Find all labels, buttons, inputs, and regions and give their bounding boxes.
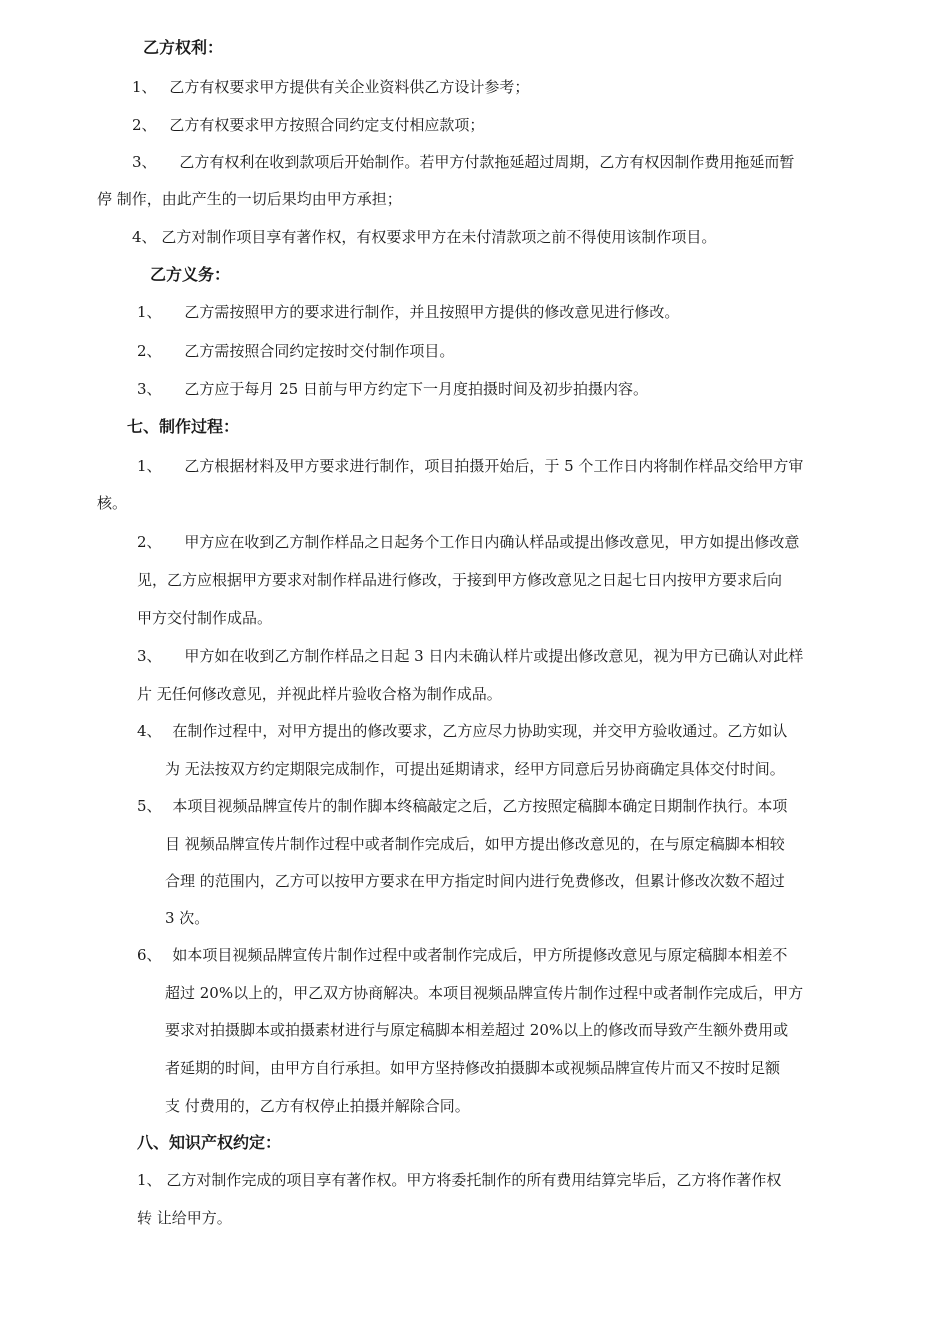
- duties-item-3: [137, 378, 648, 400]
- process-item-6: [137, 944, 787, 966]
- heading-party-b-rights: 乙方权利：: [143, 38, 224, 57]
- item-number: 6、: [137, 946, 162, 964]
- item-text: 甲方如在收到乙方制作样品之日起 3 日内未确认样片或提出修改意见，视为甲方已确认对此样: [184, 647, 804, 665]
- rights-item-3-continued: 停 制作，由此产生的一切后果均由甲方承担；: [97, 190, 402, 208]
- process-item-5-line-2: 目 视频品牌宣传片制作过程中或者制作完成后，如甲方提出修改意见的，在与原定稿脚本相较: [165, 835, 785, 853]
- item-number: 5、: [137, 797, 162, 815]
- heading-party-b-duties: 乙方义务：: [150, 265, 231, 284]
- process-item-4-line-2: 为 无法按双方约定期限完成制作，可提出延期请求，经甲方同意后另协商确定具体交付时间。: [165, 760, 785, 778]
- process-item-2-line-2: 见，乙方应根据甲方要求对制作样品进行修改，于接到甲方修改意见之日起七日内按甲方要求后向: [137, 571, 783, 589]
- process-item-1-line-2: 核。: [97, 494, 128, 512]
- process-item-6-line-4: 者延期的时间，由甲方自行承担。如甲方坚持修改拍摄脚本或视频品牌宣传片而又不按时足额: [165, 1059, 781, 1077]
- item-text: 乙方对制作项目享有著作权，有权要求甲方在未付清款项之前不得使用该制作项目。: [161, 228, 717, 246]
- item-number: 1、: [137, 1171, 162, 1189]
- item-text: 乙方对制作完成的项目享有著作权。甲方将委托制作的所有费用结算完毕后，乙方将作著作权: [166, 1171, 782, 1189]
- process-item-1: [137, 455, 803, 477]
- heading-section-7-production-process: 七、制作过程：: [127, 417, 240, 436]
- ip-item-1: [137, 1169, 781, 1191]
- rights-item-3: [132, 151, 794, 173]
- item-text: 本项目视频品牌宣传片的制作脚本终稿敲定之后，乙方按照定稿脚本确定日期制作执行。本项: [172, 797, 788, 815]
- process-item-2: [137, 531, 799, 553]
- item-number: 4、: [137, 722, 162, 740]
- item-text: 乙方需按照甲方的要求进行制作，并且按照甲方提供的修改意见进行修改。: [184, 303, 680, 321]
- item-text: 乙方应于每月 25 日前与甲方约定下一月度拍摄时间及初步拍摄内容。: [184, 380, 648, 398]
- process-item-5-line-4: 3 次。: [165, 909, 210, 927]
- item-text: 乙方有权要求甲方提供有关企业资料供乙方设计参考；: [169, 78, 530, 96]
- item-number: 2、: [137, 533, 162, 551]
- duties-item-2: [137, 340, 454, 362]
- process-item-3-line-2: 片 无任何修改意见，并视此样片验收合格为制作成品。: [137, 685, 502, 703]
- item-text: 在制作过程中，对甲方提出的修改要求，乙方应尽力协助实现，并交甲方验收通过。乙方如认: [172, 722, 788, 740]
- item-number: 1、: [132, 78, 157, 96]
- item-number: 1、: [137, 303, 162, 321]
- item-number: 3、: [137, 380, 162, 398]
- item-text: 甲方应在收到乙方制作样品之日起务个工作日内确认样品或提出修改意见，甲方如提出修改意: [184, 533, 800, 551]
- process-item-5: [137, 795, 787, 817]
- process-item-2-line-3: 甲方交付制作成品。: [137, 609, 273, 627]
- item-number: 3、: [132, 153, 157, 171]
- item-number: 3、: [137, 647, 162, 665]
- item-number: 2、: [137, 342, 162, 360]
- item-number: 4、: [132, 228, 157, 246]
- heading-section-8-intellectual-property: 八、知识产权约定：: [137, 1133, 282, 1152]
- process-item-3: [137, 645, 803, 667]
- item-text: 如本项目视频品牌宣传片制作过程中或者制作完成后，甲方所提修改意见与原定稿脚本相差不: [172, 946, 788, 964]
- rights-item-1: [132, 76, 529, 98]
- process-item-5-line-3: 合理 的范围内，乙方可以按甲方要求在甲方指定时间内进行免费修改，但累计修改次数不超过: [165, 872, 785, 890]
- rights-item-4: [132, 226, 716, 248]
- item-text: 乙方需按照合同约定按时交付制作项目。: [184, 342, 455, 360]
- item-text: 乙方有权要求甲方按照合同约定支付相应款项；: [169, 116, 485, 134]
- item-number: 2、: [132, 116, 157, 134]
- process-item-6-line-2: 超过 20%以上的，甲乙双方协商解决。本项目视频品牌宣传片制作过程中或者制作完成后，甲方: [165, 984, 804, 1002]
- duties-item-1: [137, 301, 679, 323]
- ip-item-1-line-2: 转 让给甲方。: [137, 1209, 232, 1227]
- item-text: 乙方有权利在收到款项后开始制作。若甲方付款拖延超过周期，乙方有权因制作费用拖延而暂: [179, 153, 795, 171]
- process-item-6-line-5: 支 付费用的，乙方有权停止拍摄并解除合同。: [165, 1097, 470, 1115]
- item-text: 乙方根据材料及甲方要求进行制作，项目拍摄开始后，于 5 个工作日内将制作样品交给甲方审: [184, 457, 804, 475]
- process-item-4: [137, 720, 787, 742]
- process-item-6-line-3: 要求对拍摄脚本或拍摄素材进行与原定稿脚本相差超过 20%以上的修改而导致产生额外费用或: [165, 1021, 789, 1039]
- rights-item-2: [132, 114, 484, 136]
- item-number: 1、: [137, 457, 162, 475]
